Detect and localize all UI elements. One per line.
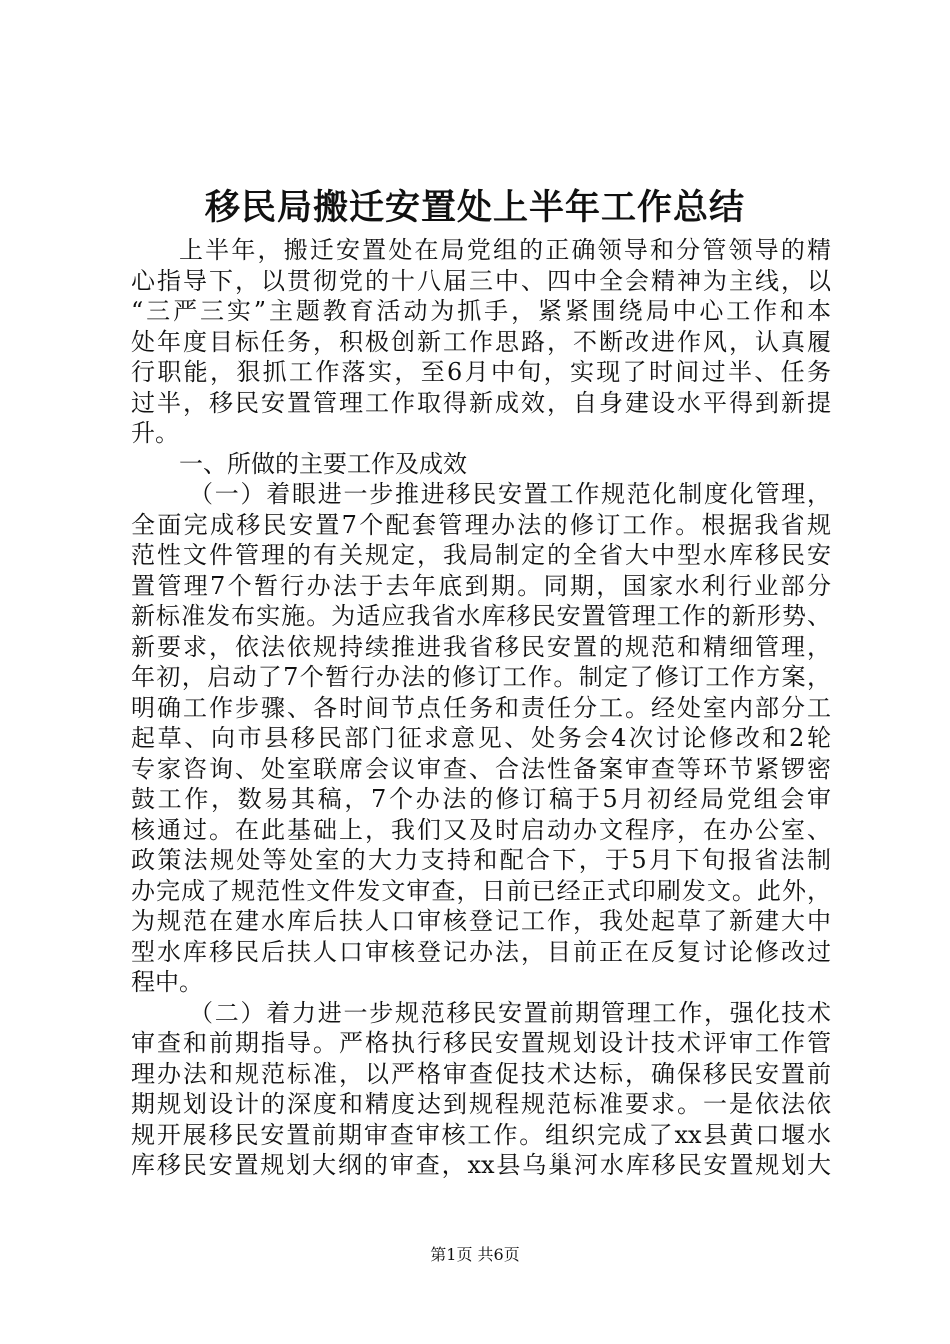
- body-line: 置管理7个暂行办法于去年底到期。同期，国家水利行业部分: [131, 571, 831, 600]
- body-line: 起草、向市县移民部门征求意见、处务会4次讨论修改和2轮: [131, 724, 831, 752]
- body-line: 程中。: [131, 968, 203, 996]
- body-line: 范性文件管理的有关规定，我局制定的全省大中型水库移民安: [131, 541, 831, 569]
- body-line: 新标准发布实施。为适应我省水库移民安置管理工作的新形势、: [131, 602, 831, 630]
- body-line: （二）着力进一步规范移民安置前期管理工作，强化技术: [189, 998, 831, 1027]
- body-line: 新要求，依法依规持续推进我省移民安置的规范和精细管理，: [131, 632, 831, 661]
- body-line: 过半，移民安置管理工作取得新成效，自身建设水平得到新提: [131, 388, 831, 417]
- body-line: 库移民安置规划大纲的审查，xx县乌巢河水库移民安置规划大: [131, 1151, 831, 1179]
- body-line: （一）着眼进一步推进移民安置工作规范化制度化管理，: [189, 480, 831, 508]
- document-body: [131, 235, 831, 1181]
- body-line: 明确工作步骤、各时间节点任务和责任分工。经处室内部分工: [131, 693, 831, 722]
- body-line: 期规划设计的深度和精度达到规程规范标准要求。一是依法依: [131, 1090, 831, 1118]
- body-line: 行职能，狠抓工作落实，至6月中旬，实现了时间过半、任务: [131, 358, 831, 386]
- document-title: 移民局搬迁安置处上半年工作总结: [204, 188, 745, 228]
- body-line: 一、所做的主要工作及成效: [179, 449, 467, 478]
- body-line: “三严三实”主题教育活动为抓手，紧紧围绕局中心工作和本: [131, 297, 831, 325]
- body-line: 升。: [131, 419, 179, 447]
- body-line: 核通过。在此基础上，我们又及时启动办文程序，在办公室、: [131, 815, 831, 844]
- body-line: 为规范在建水库后扶人口审核登记工作，我处起草了新建大中: [131, 907, 831, 935]
- body-line: 心指导下，以贯彻党的十八届三中、四中全会精神为主线，以: [131, 266, 831, 295]
- body-line: 全面完成移民安置7个配套管理办法的修订工作。根据我省规: [131, 510, 831, 539]
- body-line: 政策法规处等处室的大力支持和配合下，于5月下旬报省法制: [131, 846, 831, 874]
- page-footer: 第1页 共6页: [430, 1245, 520, 1264]
- body-line: 上半年，搬迁安置处在局党组的正确领导和分管领导的精: [179, 236, 831, 264]
- body-line: 处年度目标任务，积极创新工作思路，不断改进作风，认真履: [131, 327, 831, 356]
- body-line: 型水库移民后扶人口审核登记办法，目前正在反复讨论修改过: [131, 937, 831, 966]
- body-line: 理办法和规范标准，以严格审查促技术达标，确保移民安置前: [131, 1059, 831, 1088]
- body-line: 审查和前期指导。严格执行移民安置规划设计技术评审工作管: [131, 1029, 831, 1057]
- body-line: 年初，启动了7个暂行办法的修订工作。制定了修订工作方案，: [131, 663, 831, 691]
- body-line: 鼓工作，数易其稿，7个办法的修订稿于5月初经局党组会审: [131, 785, 831, 813]
- body-line: 办完成了规范性文件发文审查，日前已经正式印刷发文。此外，: [131, 876, 831, 905]
- body-line: 专家咨询、处室联席会议审查、合法性备案审查等环节紧锣密: [131, 754, 831, 783]
- body-line: 规开展移民安置前期审查审核工作。组织完成了xx县黄口堰水: [131, 1120, 831, 1149]
